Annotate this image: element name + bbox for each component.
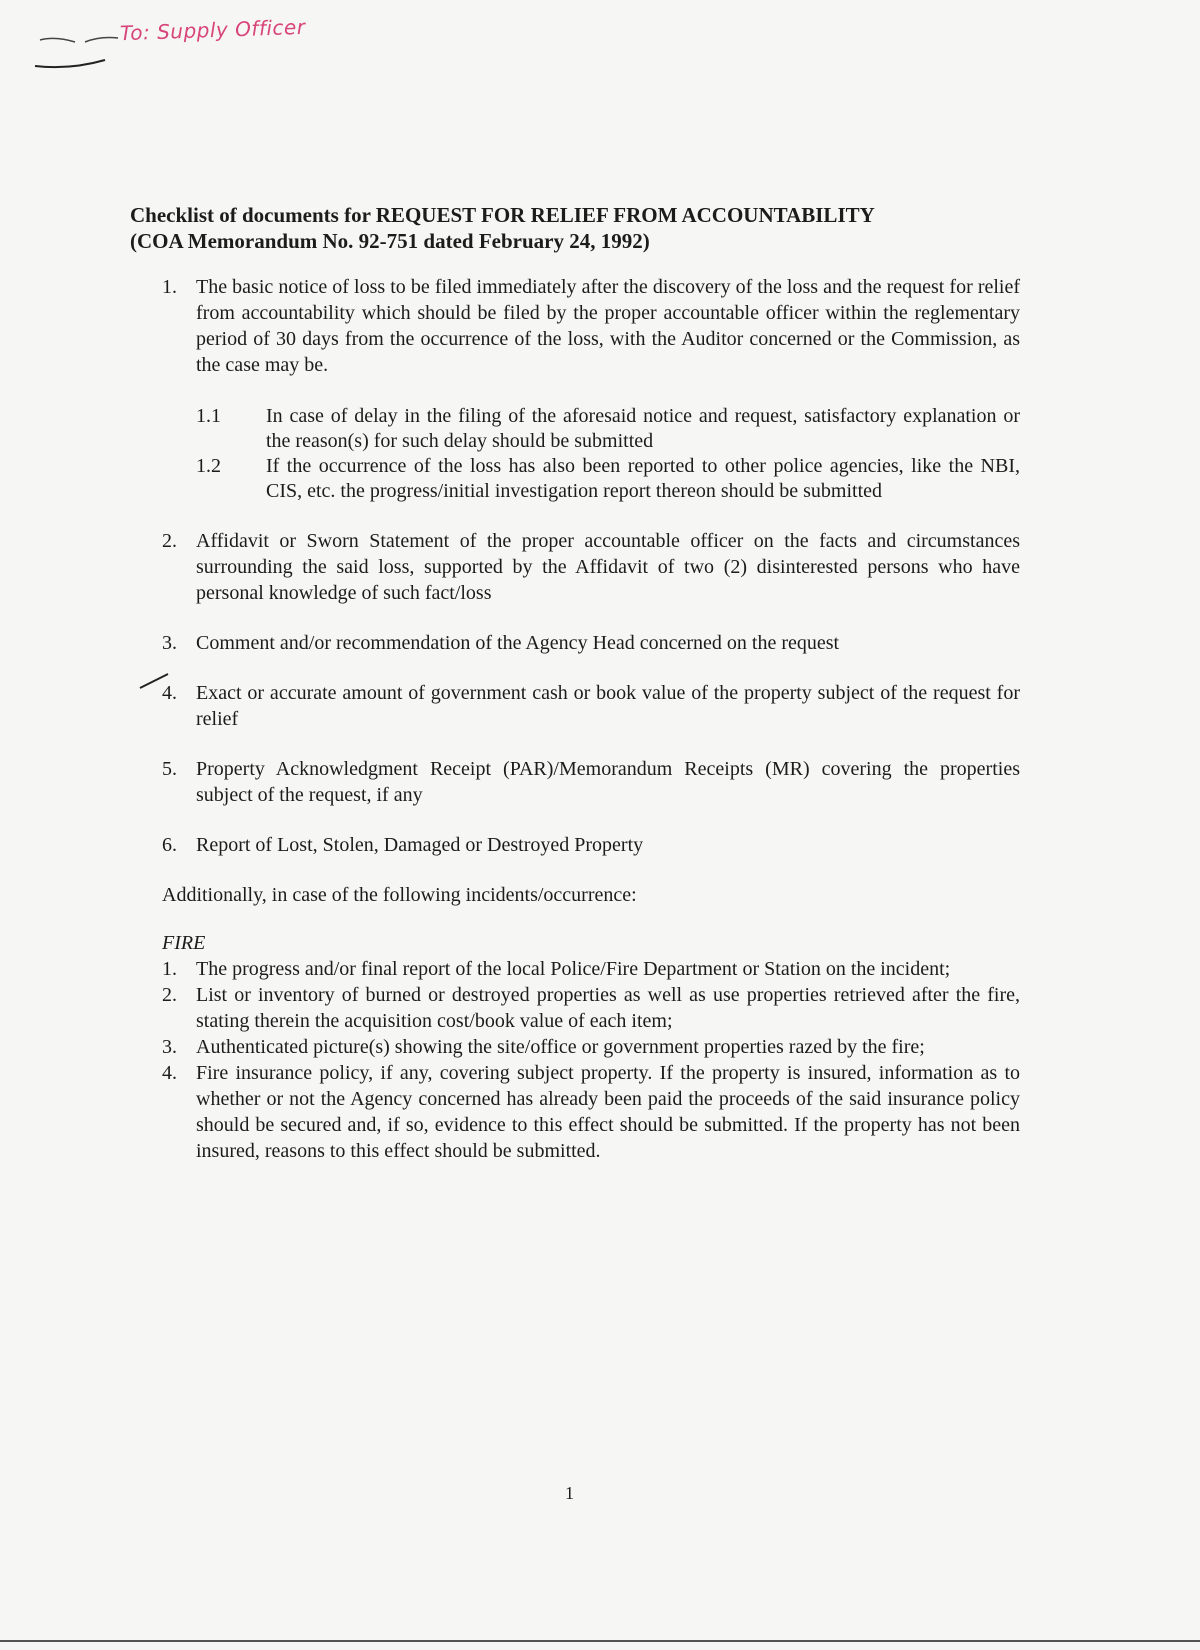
item-number: 1. xyxy=(162,276,177,298)
title-line-2: (COA Memorandum No. 92-751 dated February 24, 1992) xyxy=(130,229,650,253)
handwritten-annotation: To: Supply Officer xyxy=(119,14,306,46)
sub-item-text: In case of delay in the filing of the aforesaid notice and request, satisfactory explanation or the reason(s) for such delay should be submitted xyxy=(266,405,1020,452)
item-number: 2. xyxy=(162,984,177,1006)
item-number: 3. xyxy=(162,632,177,654)
fire-checklist-item xyxy=(130,982,1020,1034)
item-number: 4. xyxy=(162,1062,177,1084)
item-text: List or inventory of burned or destroyed properties as well as use properties retrieved after the fire, stating therein the acquisition cost/book value of each item; xyxy=(196,984,1020,1032)
item-number: 1. xyxy=(162,958,177,980)
sub-item-number: 1.2 xyxy=(196,455,221,477)
sub-item xyxy=(196,404,1020,454)
item-text: The basic notice of loss to be filed immediately after the discovery of the loss and the request for relief from accountability which should be filed by the proper accountable officer within the reglementary period of 30 days from the occurrence of the loss, with the Auditor concerned or the Commission, as the case may be. xyxy=(196,276,1020,376)
fire-checklist-item xyxy=(130,1060,1020,1164)
item-number: 5. xyxy=(162,758,177,780)
document-body xyxy=(130,202,1020,1164)
item-text: Fire insurance policy, if any, covering subject property. If the property is insured, information as to whether or not the Agency concerned has already been paid the proceeds of the said insurance policy should be secured and, if so, evidence to this effect should be submitted. If the property has not been insured, reasons to this effect should be submitted. xyxy=(196,1062,1020,1162)
fire-checklist-item xyxy=(130,956,1020,982)
item-text: Authenticated picture(s) showing the site/office or government properties razed by the fire; xyxy=(196,1036,925,1058)
checklist-item xyxy=(130,756,1020,808)
item-text: Exact or accurate amount of government cash or book value of the property subject of the request for relief xyxy=(196,682,1020,730)
fire-checklist-item xyxy=(130,1034,1020,1060)
title-line-1: Checklist of documents for REQUEST FOR RELIEF FROM ACCOUNTABILITY xyxy=(130,203,875,227)
item-text: Report of Lost, Stolen, Damaged or Destroyed Property xyxy=(196,834,644,856)
sub-item-number: 1.1 xyxy=(196,405,221,427)
item-text: Comment and/or recommendation of the Agency Head concerned on the request xyxy=(196,632,840,654)
checklist-item xyxy=(130,832,1020,858)
item-number: 3. xyxy=(162,1036,177,1058)
checklist-item xyxy=(130,630,1020,656)
fire-section-heading: FIRE xyxy=(162,932,206,954)
checklist-item xyxy=(130,528,1020,606)
checklist-item xyxy=(130,274,1020,504)
page-number: 1 xyxy=(565,1483,574,1503)
document-title xyxy=(130,202,1020,254)
item-text: Property Acknowledgment Receipt (PAR)/Memorandum Receipts (MR) covering the properties subject of the request, if any xyxy=(196,758,1020,806)
checklist-item xyxy=(130,680,1020,732)
fire-checklist xyxy=(130,956,1020,1164)
item-number: 6. xyxy=(162,834,177,856)
scan-edge-line xyxy=(0,1640,1200,1642)
pen-scribble-mark xyxy=(30,28,130,78)
item-text: Affidavit or Sworn Statement of the proper accountable officer on the facts and circumstances surrounding the said loss, supported by the Affidavit of two (2) disinterested persons who have personal knowledge of such fact/loss xyxy=(196,530,1020,604)
item-number: 4. xyxy=(162,682,177,704)
item-text: The progress and/or final report of the local Police/Fire Department or Station on the incident; xyxy=(196,958,951,980)
sub-checklist xyxy=(196,404,1020,504)
additional-incidents-intro: Additionally, in case of the following incidents/occurrence: xyxy=(162,884,637,906)
item-number: 2. xyxy=(162,530,177,552)
checklist xyxy=(130,274,1020,858)
sub-item-text: If the occurrence of the loss has also been reported to other police agencies, like the NBI, CIS, etc. the progress/initial investigation report thereon should be submitted xyxy=(266,455,1020,502)
sub-item xyxy=(196,454,1020,504)
